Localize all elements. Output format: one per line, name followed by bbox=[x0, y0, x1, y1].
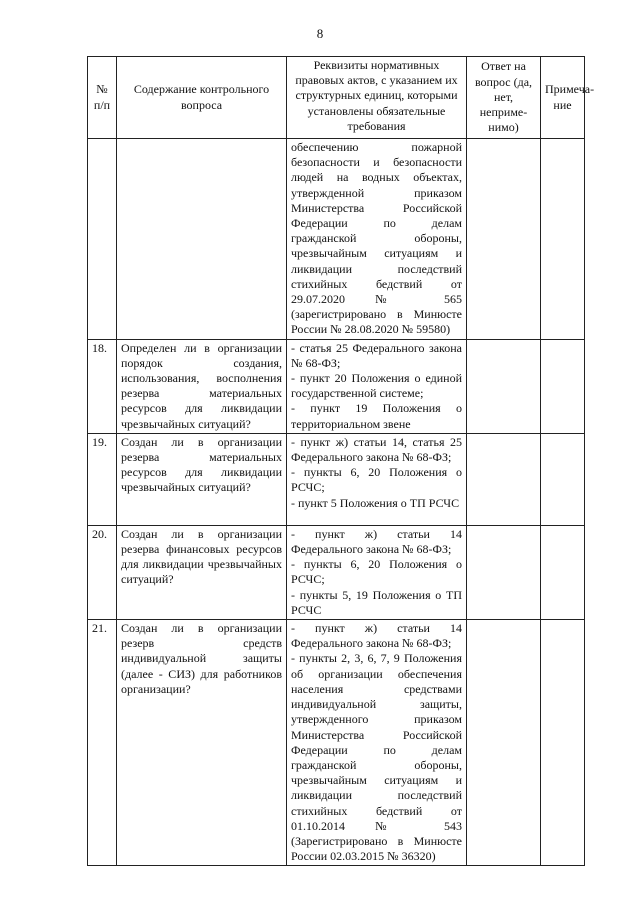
row-requisites bbox=[287, 620, 467, 866]
row-requisites bbox=[287, 339, 467, 433]
row-note-cell[interactable] bbox=[541, 433, 585, 525]
row-note-cell[interactable] bbox=[541, 139, 585, 340]
row-answer-cell[interactable] bbox=[467, 339, 541, 433]
header-num: № п/п bbox=[88, 57, 117, 139]
header-answer: Ответ на вопрос (да, нет, неприме-нимо) bbox=[467, 57, 541, 139]
header-requisites: Реквизиты нормативных правовых актов, с указанием их структурных единиц, которыми установлены обязательные требования bbox=[287, 57, 467, 139]
requisite-line: - пункты 6, 20 Положения о РСЧС; bbox=[291, 557, 462, 587]
requisite-line: - пункт 20 Положения о единой государственной системе; bbox=[291, 371, 462, 401]
checklist-table bbox=[87, 56, 595, 866]
row-answer-cell[interactable] bbox=[467, 139, 541, 340]
row-requisites: обеспечению пожарной безопасности и безопасности людей на водных объектах, утвержденной приказом Министерства Российской Федерации по делам гражданской обороны, чрезвычайным ситуациям и ликвидации последствий стихийных бедствий от 29.07.2020 № 565 (зарегистрировано в Минюсте России № 28.08.2020 № 59580) bbox=[287, 139, 467, 340]
header-question: Содержание контрольного вопроса bbox=[117, 57, 287, 139]
row-num: 19. bbox=[88, 433, 117, 525]
table-row bbox=[88, 339, 585, 433]
requisite-line: - пункт 19 Положения о территориальном звене bbox=[291, 401, 462, 431]
row-num: 20. bbox=[88, 525, 117, 619]
requisite-line: - пункт ж) статьи 14 Федерального закона № 68-ФЗ; bbox=[291, 621, 462, 651]
requisite-line: - пункт ж) статьи 14 Федерального закона № 68-ФЗ; bbox=[291, 526, 462, 557]
row-num bbox=[88, 139, 117, 340]
row-answer-cell[interactable] bbox=[467, 433, 541, 525]
row-num: 21. bbox=[88, 620, 117, 866]
row-answer-cell[interactable] bbox=[467, 525, 541, 619]
header-note: Примеча-ние bbox=[541, 57, 585, 139]
table-row bbox=[88, 525, 585, 619]
row-note-cell[interactable] bbox=[541, 620, 585, 866]
table-row bbox=[88, 620, 585, 866]
requisite-line: - пункты 2, 3, 6, 7, 9 Положения об организации обеспечения населения средствами индивидуальной защиты, утвержденного приказом Министерства Российской Федерации по делам гражданской обороны, чрезвычайным ситуациям и ликвидации последствий стихийных бедствий от 01.10.2014 № 543 (Зарегистрировано в Минюсте России 02.03.2015 № 36320) bbox=[291, 651, 462, 864]
row-answer-cell[interactable] bbox=[467, 620, 541, 866]
row-note-cell[interactable] bbox=[541, 525, 585, 619]
row-note-cell[interactable] bbox=[541, 339, 585, 433]
row-num: 18. bbox=[88, 339, 117, 433]
requisite-line: - пункты 6, 20 Положения о РСЧС; bbox=[291, 465, 462, 495]
requisite-line: - пункт 5 Положения о ТП РСЧС bbox=[291, 495, 460, 510]
row-requisites bbox=[287, 525, 467, 619]
row-question: Создан ли в организации резерв средств индивидуальной защиты (далее - СИЗ) для работников организации? bbox=[117, 620, 287, 866]
table-header-row bbox=[88, 57, 585, 139]
table-row bbox=[88, 433, 585, 525]
table-row bbox=[88, 139, 585, 340]
requisite-line: - пункт ж) статьи 14, статья 25 Федерального закона № 68-ФЗ; bbox=[291, 434, 462, 465]
page-number: 8 bbox=[316, 26, 324, 41]
row-question bbox=[117, 139, 287, 340]
requisite-line: - статья 25 Федерального закона № 68-ФЗ; bbox=[291, 340, 462, 370]
row-question: Создан ли в организации резерва материальных ресурсов для ликвидации чрезвычайных ситуаций? bbox=[117, 433, 287, 525]
row-requisites bbox=[287, 433, 467, 525]
row-question: Создан ли в организации резерва финансовых ресурсов для ликвидации чрезвычайных ситуаций? bbox=[117, 525, 287, 619]
requisite-line: - пункты 5, 19 Положения о ТП РСЧС bbox=[291, 587, 462, 617]
row-question: Определен ли в организации порядок создания, использования, восполнения резерва материальных ресурсов для ликвидации чрезвычайных ситуаций? bbox=[117, 339, 287, 433]
